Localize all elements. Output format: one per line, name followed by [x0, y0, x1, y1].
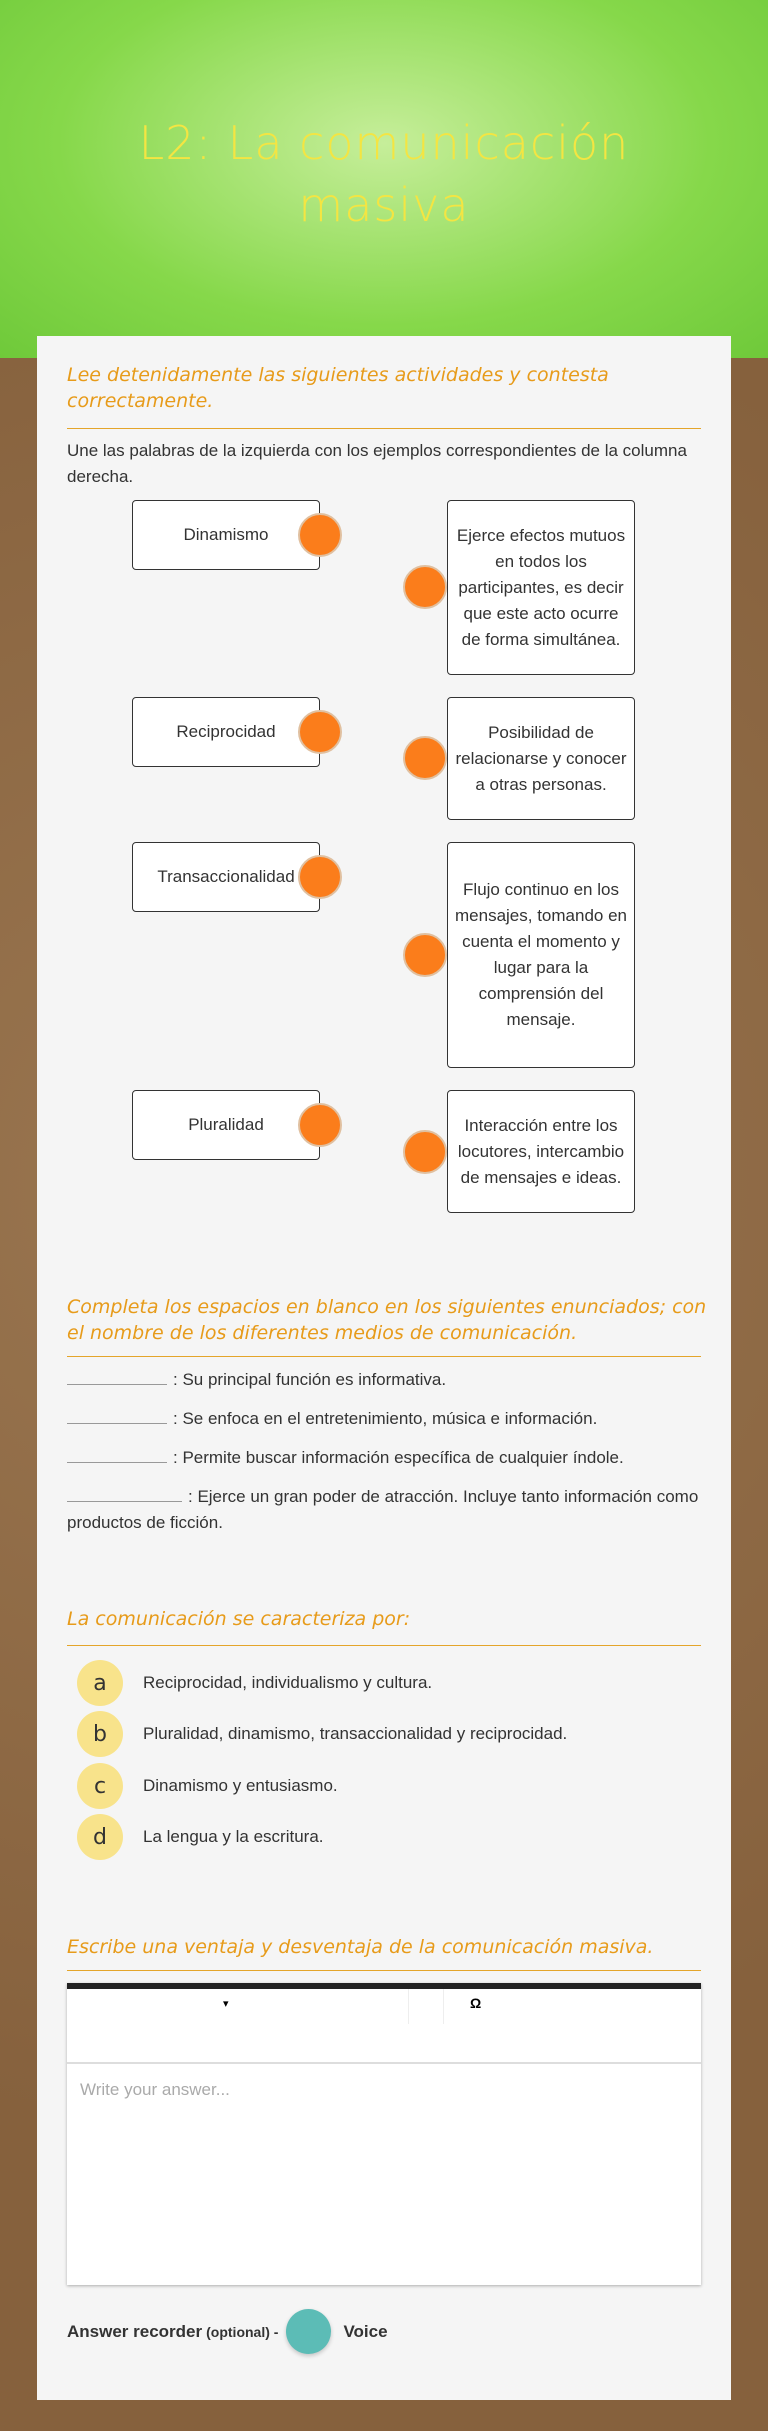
fill-blank-item: : Ejerce un gran poder de atracción. Incluye tanto información como productos de ficción.: [67, 1484, 707, 1536]
answer-textarea[interactable]: Write your answer...: [80, 2080, 230, 2099]
fill-blank-item: : Su principal función es informativa.: [67, 1367, 707, 1393]
divider: [67, 1970, 701, 1971]
option-c[interactable]: c Dinamismo y entusiasmo.: [77, 1763, 338, 1809]
answer-recorder: Answer recorder (optional) - Voice: [67, 2309, 388, 2354]
rich-text-editor: [67, 1983, 701, 2285]
match-left-item[interactable]: Transaccionalidad: [132, 842, 320, 912]
fill-blank-item: : Se enfoca en el entretenimiento, música e información.: [67, 1406, 707, 1432]
blank-input[interactable]: [67, 1445, 167, 1463]
match-right-item[interactable]: Flujo continuo en los mensajes, tomando en cuenta el momento y lugar para la comprensión del mensaje.: [447, 842, 635, 1068]
blank-input[interactable]: [67, 1367, 167, 1385]
match-connector[interactable]: [298, 513, 342, 557]
match-left-item[interactable]: Pluralidad: [132, 1090, 320, 1160]
match-connector[interactable]: [298, 1103, 342, 1147]
dropdown-caret-icon[interactable]: ▾: [223, 1998, 229, 2010]
toolbar-separator: [443, 1989, 444, 2024]
match-connector[interactable]: [403, 1130, 447, 1174]
match-left-item[interactable]: Reciprocidad: [132, 697, 320, 767]
section-heading-1: Lee detenidamente las siguientes actividades y contesta correctamente.: [67, 364, 609, 412]
match-connector[interactable]: [403, 736, 447, 780]
record-button[interactable]: [286, 2309, 331, 2354]
toolbar-separator: [408, 1989, 409, 2024]
match-connector[interactable]: [298, 710, 342, 754]
fill-blank-item: : Permite buscar información específica de cualquier índole.: [67, 1445, 707, 1471]
divider: [67, 1645, 701, 1646]
instructions: Une las palabras de la izquierda con los ejemplos correspondientes de la columna derecha.: [67, 441, 687, 486]
option-a[interactable]: a Reciprocidad, individualismo y cultura.: [77, 1660, 432, 1706]
blank-input[interactable]: [67, 1484, 182, 1502]
page-title: L2: La comunicación masiva: [138, 116, 630, 232]
option-d[interactable]: d La lengua y la escritura.: [77, 1814, 324, 1860]
match-connector[interactable]: [403, 565, 447, 609]
match-right-item[interactable]: Posibilidad de relacionarse y conocer a otras personas.: [447, 697, 635, 820]
section-heading-2: Completa los espacios en blanco en los siguientes enunciados; con el nombre de los diferentes medios de comunicación.: [67, 1296, 707, 1344]
section-heading-4: Escribe una ventaja y desventaja de la comunicación masiva.: [67, 1936, 654, 1958]
match-left-item[interactable]: Dinamismo: [132, 500, 320, 570]
special-character-icon[interactable]: Ω: [470, 1995, 482, 2011]
section-heading-3: La comunicación se caracteriza por:: [67, 1608, 411, 1630]
voice-label: Voice: [343, 2321, 388, 2341]
match-right-item[interactable]: Ejerce efectos mutuos en todos los participantes, es decir que este acto ocurre de forma simultánea.: [447, 500, 635, 675]
blank-input[interactable]: [67, 1406, 167, 1424]
divider: [67, 1356, 701, 1357]
editor-toolbar: [67, 1989, 701, 2064]
match-right-item[interactable]: Interacción entre los locutores, intercambio de mensajes e ideas.: [447, 1090, 635, 1213]
match-connector[interactable]: [403, 933, 447, 977]
match-connector[interactable]: [298, 855, 342, 899]
divider: [67, 428, 701, 429]
worksheet-card: [37, 336, 731, 2400]
option-b[interactable]: b Pluralidad, dinamismo, transaccionalidad y reciprocidad.: [77, 1711, 567, 1757]
